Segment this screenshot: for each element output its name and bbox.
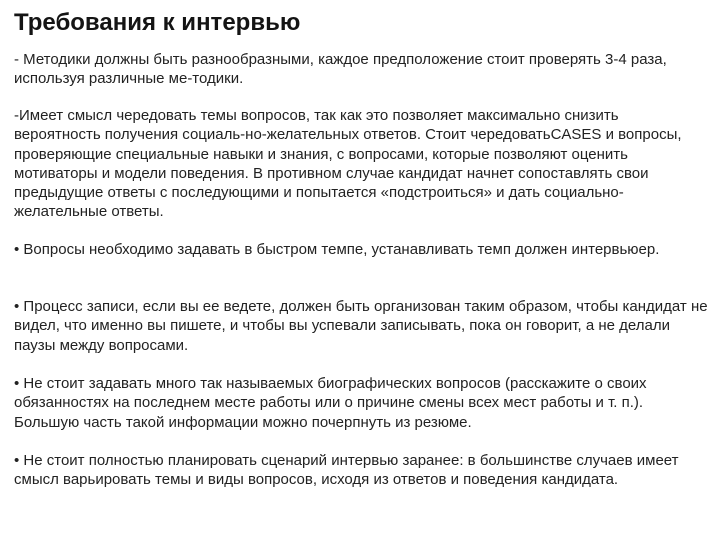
bullet-fast-pace: • Вопросы необходимо задавать в быстром темпе, устанавливать темп должен интервьюер. (14, 241, 660, 258)
bullet-biographical-questions: • Не стоит задавать много так называемых биографических вопросов (расскажите о своих обязанностях на последнем месте работы или о причине смены всех мест работы и т. п.). Большую часть такой информации можно почерпнуть из резюме. (14, 375, 647, 431)
bullet-note-taking: • Процесс записи, если вы ее ведете, должен быть организован таким образом, чтобы кандидат не видел, что именно вы пишете, и чтобы вы успевали записывать, пока он говорит, а не делали паузы между вопросами. (14, 298, 708, 354)
paragraph-alternate-topics: -Имеет смысл чередовать темы вопросов, так как это позволяет максимально снизить вероятность получения социаль-но-желательных ответов. Стоит чередоватьCASES и вопросы, проверяющие специальные навыки и знания, с вопросами, которые позволяют оценить мотиваторы и модели поведения. В противном случае кандидат начнет сопоставлять свои предыдущие ответы с последующими и попытается «подстроиться» и дать социально-желательные ответы. (14, 107, 682, 221)
paragraph-methods: - Методики должны быть разнообразными, каждое предположение стоит проверять 3-4 раза, используя различные ме-тодики. (14, 51, 667, 88)
slide-title: Требования к интервью (14, 9, 301, 36)
bullet-scenario-planning: • Не стоит полностью планировать сценарий интервью заранее: в большинстве случаев имеет смысл варьировать темы и виды вопросов, исходя из ответов и поведения кандидата. (14, 452, 679, 489)
